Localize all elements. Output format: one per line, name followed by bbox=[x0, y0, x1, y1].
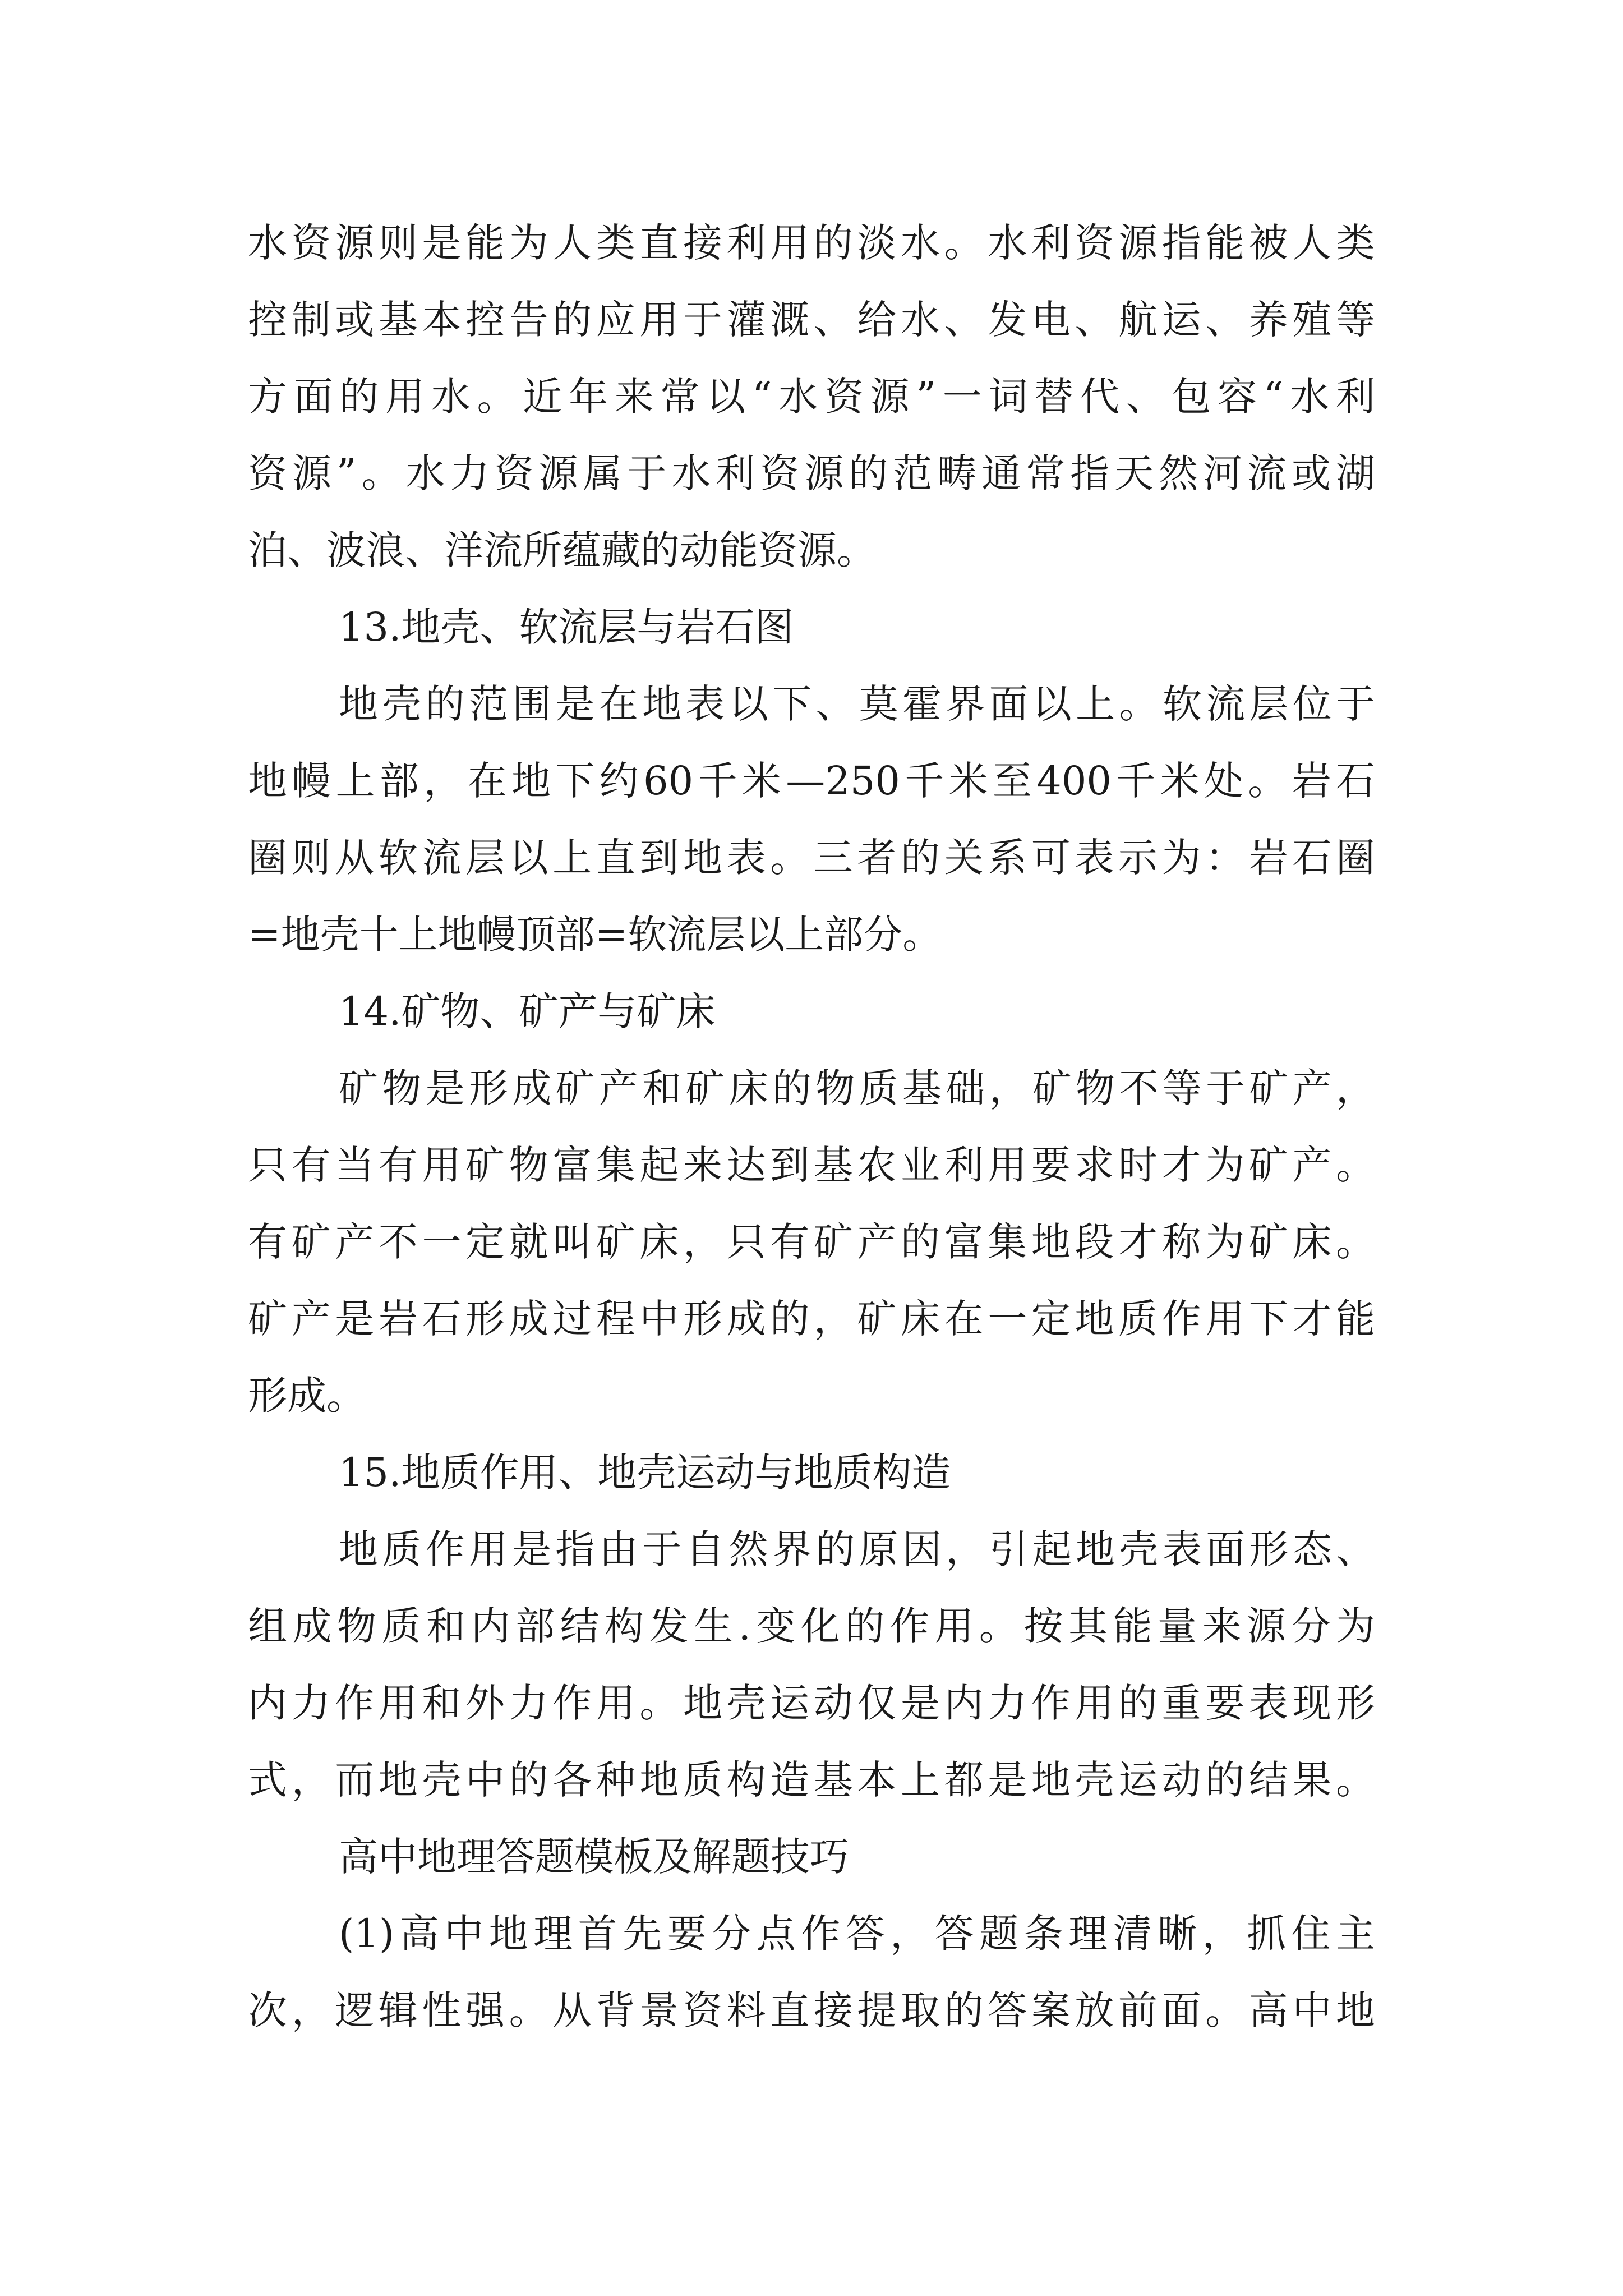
text-line: 矿产是岩石形成过程中形成的，矿床在一定地质作用下才能 bbox=[248, 1296, 1375, 1342]
text-line: 地壳的范围是在地表以下、莫霍界面以上。软流层位于 bbox=[339, 681, 1375, 727]
text-line: 方面的用水。近年来常以“水资源”一词替代、包容“水利 bbox=[248, 374, 1375, 420]
document-page bbox=[248, 205, 1375, 2049]
text-line: 地质作用是指由于自然界的原因，引起地壳表面形态、 bbox=[339, 1526, 1375, 1572]
text-line: =地壳十上地幔顶部=软流层以上部分。 bbox=[248, 912, 942, 958]
text-line: 形成。 bbox=[248, 1373, 366, 1419]
text-line: 控制或基本控告的应用于灌溉、给水、发电、航运、养殖等 bbox=[248, 297, 1375, 343]
text-line: 圈则从软流层以上直到地表。三者的关系可表示为：岩石圈 bbox=[248, 835, 1375, 881]
text-line: 只有当有用矿物富集起来达到基农业利用要求时才为矿产。 bbox=[248, 1142, 1375, 1188]
text-line: 内力作用和外力作用。地壳运动仅是内力作用的重要表现形 bbox=[248, 1680, 1375, 1726]
text-line: 有矿产不一定就叫矿床，只有矿产的富集地段才称为矿床。 bbox=[248, 1219, 1375, 1265]
section-heading: 13.地壳、软流层与岩石图 bbox=[339, 604, 794, 650]
section-heading: 14.矿物、矿产与矿床 bbox=[339, 988, 716, 1034]
text-line: 地幔上部，在地下约60千米—250千米至400千米处。岩石 bbox=[248, 758, 1375, 804]
text-line: 矿物是形成矿产和矿床的物质基础，矿物不等于矿产， bbox=[339, 1065, 1375, 1111]
text-line: 组成物质和内部结构发生.变化的作用。按其能量来源分为 bbox=[248, 1603, 1375, 1649]
text-line: 泊、波浪、洋流所蕴藏的动能资源。 bbox=[248, 527, 876, 573]
section-heading: 高中地理答题模板及解题技巧 bbox=[339, 1834, 849, 1880]
text-line: 次，逻辑性强。从背景资料直接提取的答案放前面。高中地 bbox=[248, 1987, 1375, 2033]
text-line: (1)高中地理首先要分点作答，答题条理清晰，抓住主 bbox=[339, 1911, 1375, 1957]
text-line: 资源”。水力资源属于水利资源的范畴通常指天然河流或湖 bbox=[248, 450, 1375, 496]
text-line: 水资源则是能为人类直接利用的淡水。水利资源指能被人类 bbox=[248, 220, 1375, 266]
section-heading: 15.地质作用、地壳运动与地质构造 bbox=[339, 1450, 951, 1496]
text-line: 式，而地壳中的各种地质构造基本上都是地壳运动的结果。 bbox=[248, 1757, 1375, 1803]
